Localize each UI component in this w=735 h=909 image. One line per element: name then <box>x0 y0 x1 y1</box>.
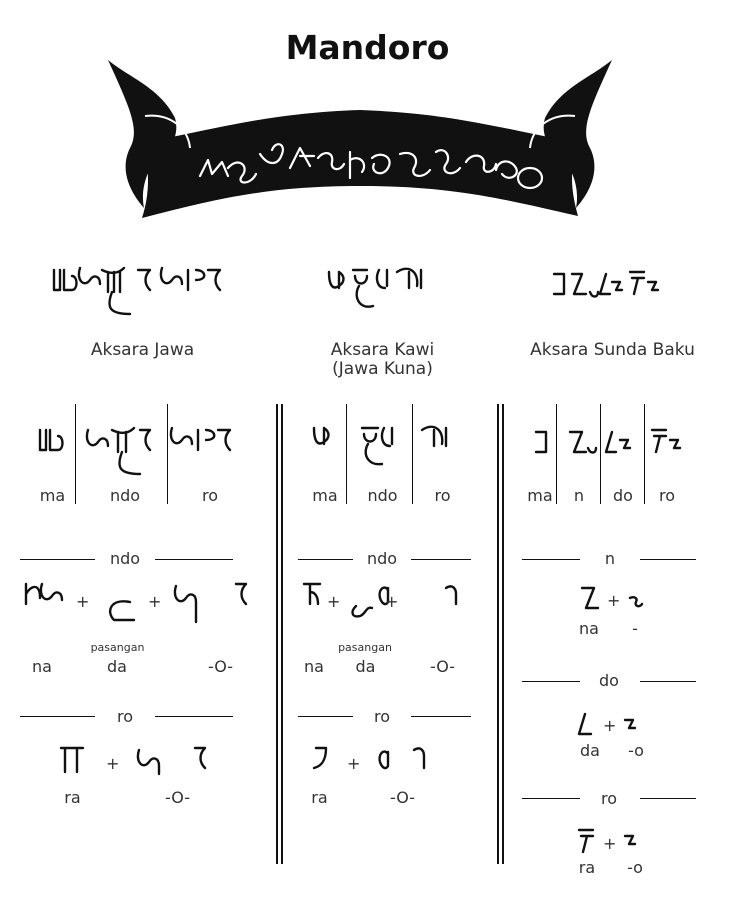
syllable-label: ro <box>201 486 218 505</box>
section-heading: ro <box>600 789 617 808</box>
component-label: -o <box>627 858 643 877</box>
sunda-breakdown-glyphs <box>530 426 690 466</box>
syllable-label: ndo <box>367 486 398 505</box>
component-label: -O- <box>389 788 416 807</box>
component-label: na <box>304 657 324 676</box>
section-heading: n <box>604 549 616 568</box>
section-rule <box>20 716 95 717</box>
syllable-divider <box>644 404 645 504</box>
syllable-label: ro <box>434 486 451 505</box>
component-label: -o <box>628 741 644 760</box>
plus-sign: + <box>148 592 162 611</box>
plus-sign: + <box>106 754 120 773</box>
component-label: - <box>632 619 638 638</box>
section-heading: ro <box>373 707 390 726</box>
jawa-ndo-components <box>20 578 255 648</box>
section-rule <box>411 716 471 717</box>
column-divider <box>502 404 504 864</box>
script-name-kawi-sub: (Jawa Kuna) <box>332 359 433 379</box>
section-rule <box>298 559 353 560</box>
section-rule <box>155 559 233 560</box>
component-label: na <box>579 619 599 638</box>
section-rule <box>298 716 353 717</box>
component-label: -O- <box>164 788 191 807</box>
plus-sign: + <box>603 834 617 853</box>
column-divider <box>497 404 499 864</box>
syllable-label: ndo <box>109 486 141 505</box>
column-divider <box>276 404 278 864</box>
javanese-script-glyph <box>50 262 240 320</box>
section-heading: ndo <box>366 549 398 568</box>
syllable-label: n <box>573 486 585 505</box>
pasangan-label: pasangan <box>90 641 145 654</box>
plus-sign: + <box>76 592 90 611</box>
component-label: ra <box>578 858 596 877</box>
plus-sign: + <box>603 716 617 735</box>
syllable-label: ro <box>658 486 675 505</box>
jawa-breakdown-glyphs <box>36 422 246 482</box>
syllable-divider <box>600 404 601 504</box>
section-rule <box>522 559 580 560</box>
script-name-kawi: Aksara Kawi <box>330 340 435 360</box>
plus-sign: + <box>347 754 361 773</box>
kawi-ro-components <box>310 742 440 782</box>
script-name-jawa: Aksara Jawa <box>90 340 195 360</box>
section-rule <box>522 681 580 682</box>
component-label: -O- <box>207 657 234 676</box>
section-rule <box>522 798 580 799</box>
syllable-label: ma <box>39 486 66 505</box>
syllable-divider <box>167 404 168 504</box>
page-title: Mandoro <box>285 28 450 67</box>
plus-sign: + <box>385 592 399 611</box>
component-label: da <box>107 657 127 676</box>
jawa-ro-components <box>55 742 245 782</box>
column-divider <box>281 404 283 864</box>
plus-sign: + <box>607 591 621 610</box>
component-label: -O- <box>429 657 456 676</box>
syllable-divider <box>346 404 347 504</box>
section-rule <box>20 559 95 560</box>
kawi-script-glyph <box>325 262 445 322</box>
syllable-label: do <box>613 486 633 505</box>
kawi-ndo-components <box>300 578 475 648</box>
banner-scroll-icon <box>100 58 620 228</box>
component-label: da <box>355 657 376 676</box>
section-heading: ro <box>116 707 133 726</box>
component-label: da <box>580 741 600 760</box>
plus-sign: + <box>327 592 341 611</box>
syllable-divider <box>412 404 413 504</box>
syllable-label: ma <box>312 486 338 505</box>
section-rule <box>411 559 471 560</box>
section-heading: do <box>599 671 619 690</box>
section-rule <box>640 559 696 560</box>
section-heading: ndo <box>109 549 141 568</box>
component-label: ra <box>64 788 81 807</box>
section-rule <box>640 681 696 682</box>
script-name-sunda: Aksara Sunda Baku <box>530 340 695 360</box>
component-label: ra <box>311 788 328 807</box>
syllable-divider <box>75 404 76 504</box>
section-rule <box>640 798 696 799</box>
syllable-label: ma <box>527 486 553 505</box>
section-rule <box>155 716 233 717</box>
component-label: na <box>32 657 52 676</box>
kawi-breakdown-glyphs <box>310 422 470 482</box>
sundanese-script-glyph <box>550 268 675 304</box>
pasangan-label: pasangan <box>338 641 392 654</box>
